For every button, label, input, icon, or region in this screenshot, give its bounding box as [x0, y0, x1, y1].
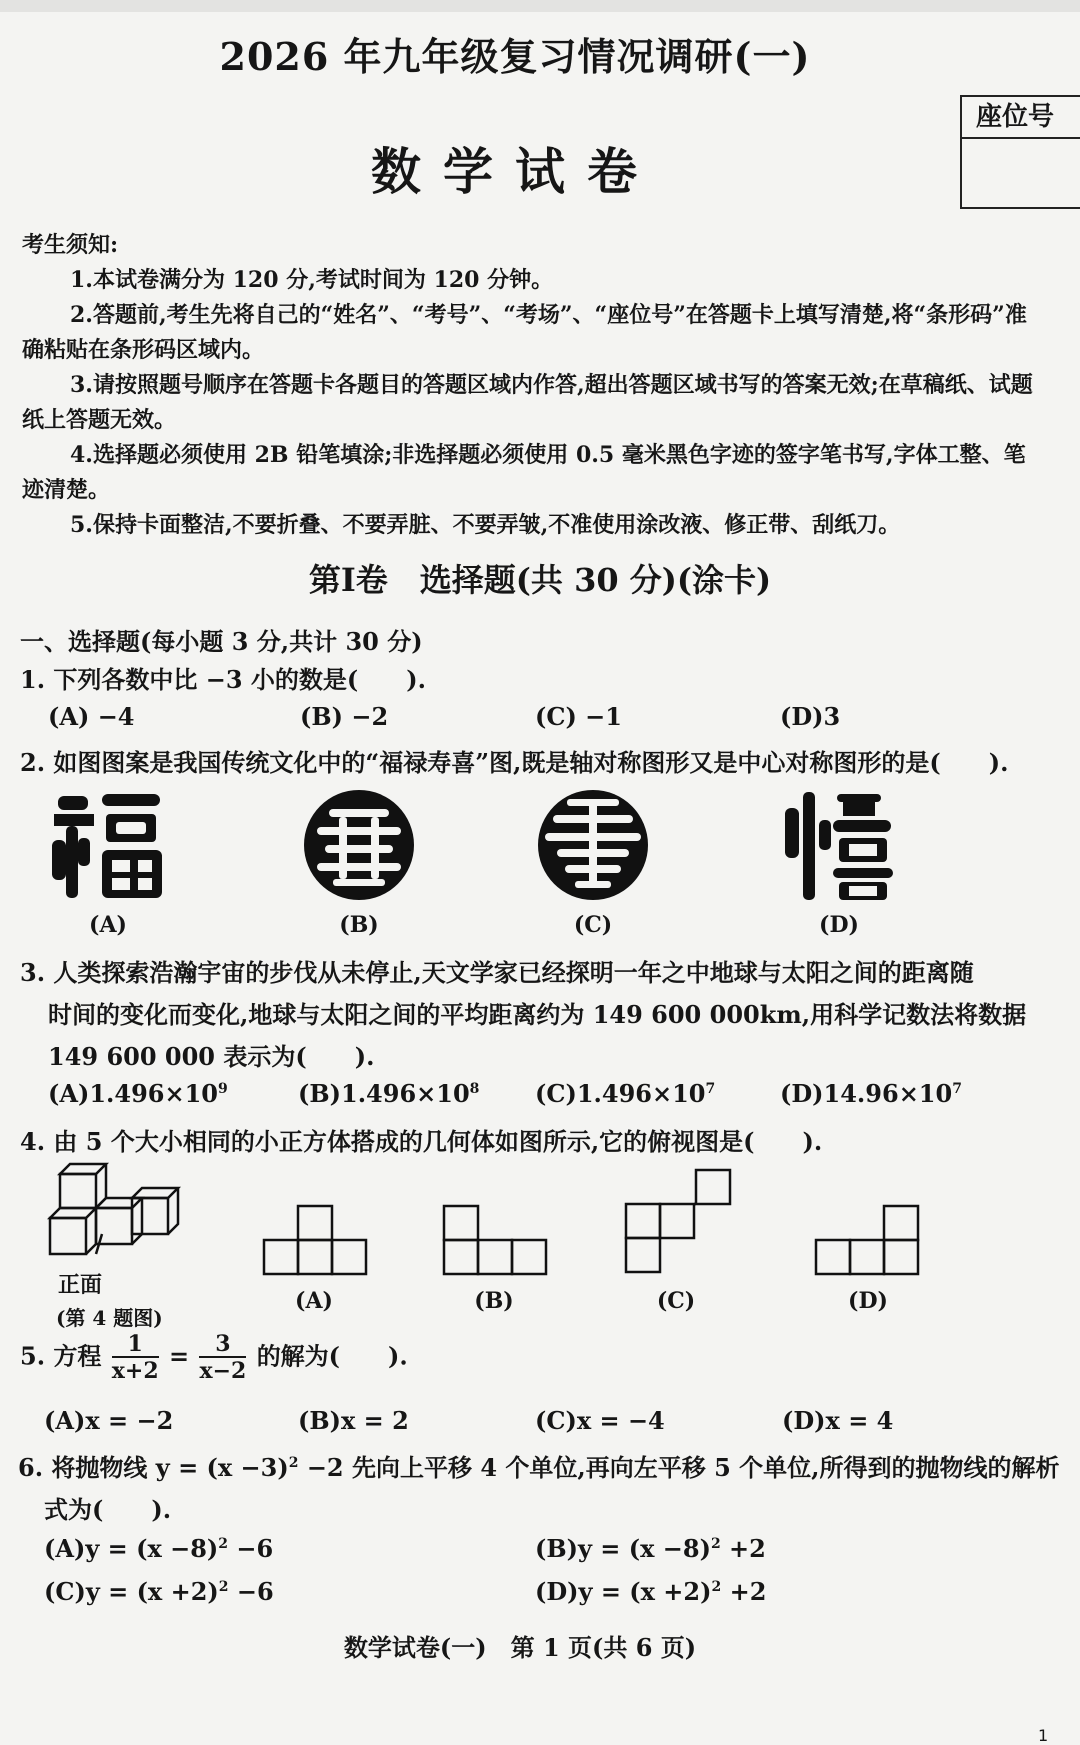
- q6-option-c: $(C)y = (x +2)^2 -6$: [44, 1577, 274, 1606]
- shou-character-icon: [537, 789, 649, 901]
- q4-front-label: 正面: [58, 1272, 103, 1298]
- q5-option-a: (A)x = −2: [44, 1406, 174, 1435]
- q4-option-b-view: [442, 1204, 548, 1278]
- q2-label-c: (C): [573, 912, 613, 938]
- scan-top-strip: [0, 0, 1080, 12]
- q4-label-d: (D): [848, 1288, 888, 1314]
- section-heading: 第Ⅰ卷 选择题(共 30 分)(涂卡): [308, 561, 772, 599]
- question-6-line-2: 式为( ).: [44, 1495, 172, 1524]
- q3-option-d: $(D)14.96\times 10^7$: [780, 1079, 962, 1108]
- q4-figure-caption: (第 4 题图): [56, 1306, 163, 1330]
- note-item: 3.请按照题号顺序在答题卡各题目的答题区域内作答,超出答题区域书写的答案无效;在草稿纸、试题纸上答题无效。: [22, 372, 1033, 433]
- xi-character-icon: [783, 790, 895, 902]
- page-footer: 数学试卷(一) 第 1 页(共 6 页): [343, 1633, 697, 1662]
- lu-character-icon: [303, 789, 415, 901]
- note-item: 4.选择题必须使用 2B 铅笔填涂;非选择题必须使用 0.5 毫米黑色字迹的签字笔书写,字体工整、笔迹清楚。: [22, 442, 1026, 503]
- question-1-stem: 1. 下列各数中比 −3 小的数是( ).: [20, 665, 426, 694]
- q4-option-a-view: [262, 1204, 368, 1278]
- q4-option-c-view: [624, 1168, 734, 1278]
- q3-option-c: $(C)1.496\times 10^7$: [535, 1079, 716, 1108]
- seat-number-box: [960, 95, 1080, 209]
- page-corner-number: 1: [1038, 1726, 1049, 1745]
- q1-option-b: (B) −2: [300, 702, 389, 731]
- note-item: 5.保持卡面整洁,不要折叠、不要弄脏、不要弄皱,不准使用涂改液、修正带、刮纸刀。: [70, 512, 901, 538]
- exam-notes: [22, 228, 1042, 543]
- q6-option-b: $(B)y = (x -8)^2 +2$: [535, 1534, 766, 1563]
- notes-heading: 考生须知:: [22, 232, 119, 258]
- q4-label-c: (C): [656, 1288, 696, 1314]
- question-3-line-1: 3. 人类探索浩瀚宇宙的步伐从未停止,天文学家已经探明一年之中地球与太阳之间的距离随: [20, 958, 974, 987]
- q4-option-d-view: [814, 1204, 920, 1278]
- question-2-stem: 2. 如图图案是我国传统文化中的“福禄寿喜”图,既是轴对称图形又是中心对称图形的是( ).: [20, 748, 1009, 777]
- q3-option-a: $(A)1.496\times 10^9$: [48, 1079, 228, 1108]
- seat-number-label: 座位号: [962, 97, 1080, 139]
- q6-option-a: $(A)y = (x -8)^2 -6$: [44, 1534, 274, 1563]
- q1-option-d: (D)3: [780, 702, 841, 731]
- q5-option-c: (C)x = −4: [535, 1406, 665, 1435]
- question-3-line-2: 时间的变化而变化,地球与太阳之间的平均距离约为 149 600 000km,用科学记数法将数据: [48, 1000, 1027, 1029]
- q3-option-b: $(B)1.496\times 10^8$: [298, 1079, 480, 1108]
- exam-title: 2026 年九年级复习情况调研(一): [219, 34, 811, 79]
- part-heading: 一、选择题(每小题 3 分,共计 30 分): [20, 627, 423, 656]
- q2-label-a: (A): [89, 912, 127, 938]
- exam-subtitle: 数学试卷: [371, 142, 659, 201]
- q1-option-c: (C) −1: [535, 702, 622, 731]
- q5-fraction-1: $\frac{1}{x+2}$: [111, 1331, 159, 1384]
- question-4-stem: 4. 由 5 个大小相同的小正方体搭成的几何体如图所示,它的俯视图是( ).: [20, 1127, 823, 1156]
- question-5-stem: 5. 方程 $\frac{1}{x+2}$ = $\frac{3}{x-2}$ 的解为( ).: [20, 1331, 408, 1384]
- q1-option-a: (A) −4: [48, 702, 135, 731]
- fu-character-icon: [50, 788, 166, 904]
- q4-cube-figure: [46, 1162, 194, 1268]
- question-6-line-1: 6. 将抛物线 $y = (x -3)^2 -2$ 先向上平移 4 个单位,再向左平移 5 个单位,所得到的抛物线的解析: [18, 1453, 1060, 1482]
- q2-label-d: (D): [819, 912, 859, 938]
- q4-label-a: (A): [295, 1288, 333, 1314]
- q6-option-d: $(D)y = (x +2)^2 +2$: [535, 1577, 767, 1606]
- q2-label-b: (B): [339, 912, 379, 938]
- q5-fraction-2: $\frac{3}{x-2}$: [199, 1331, 247, 1384]
- note-item: 2.答题前,考生先将自己的“姓名”、“考号”、“考场”、“座位号”在答题卡上填写清楚,将“条形码”准确粘贴在条形码区域内。: [22, 302, 1027, 363]
- note-item: 1.本试卷满分为 120 分,考试时间为 120 分钟。: [70, 267, 554, 293]
- q4-label-b: (B): [474, 1288, 514, 1314]
- q5-option-d: (D)x = 4: [782, 1406, 894, 1435]
- question-3-line-3: 149 600 000 表示为( ).: [48, 1042, 375, 1071]
- q5-option-b: (B)x = 2: [298, 1406, 409, 1435]
